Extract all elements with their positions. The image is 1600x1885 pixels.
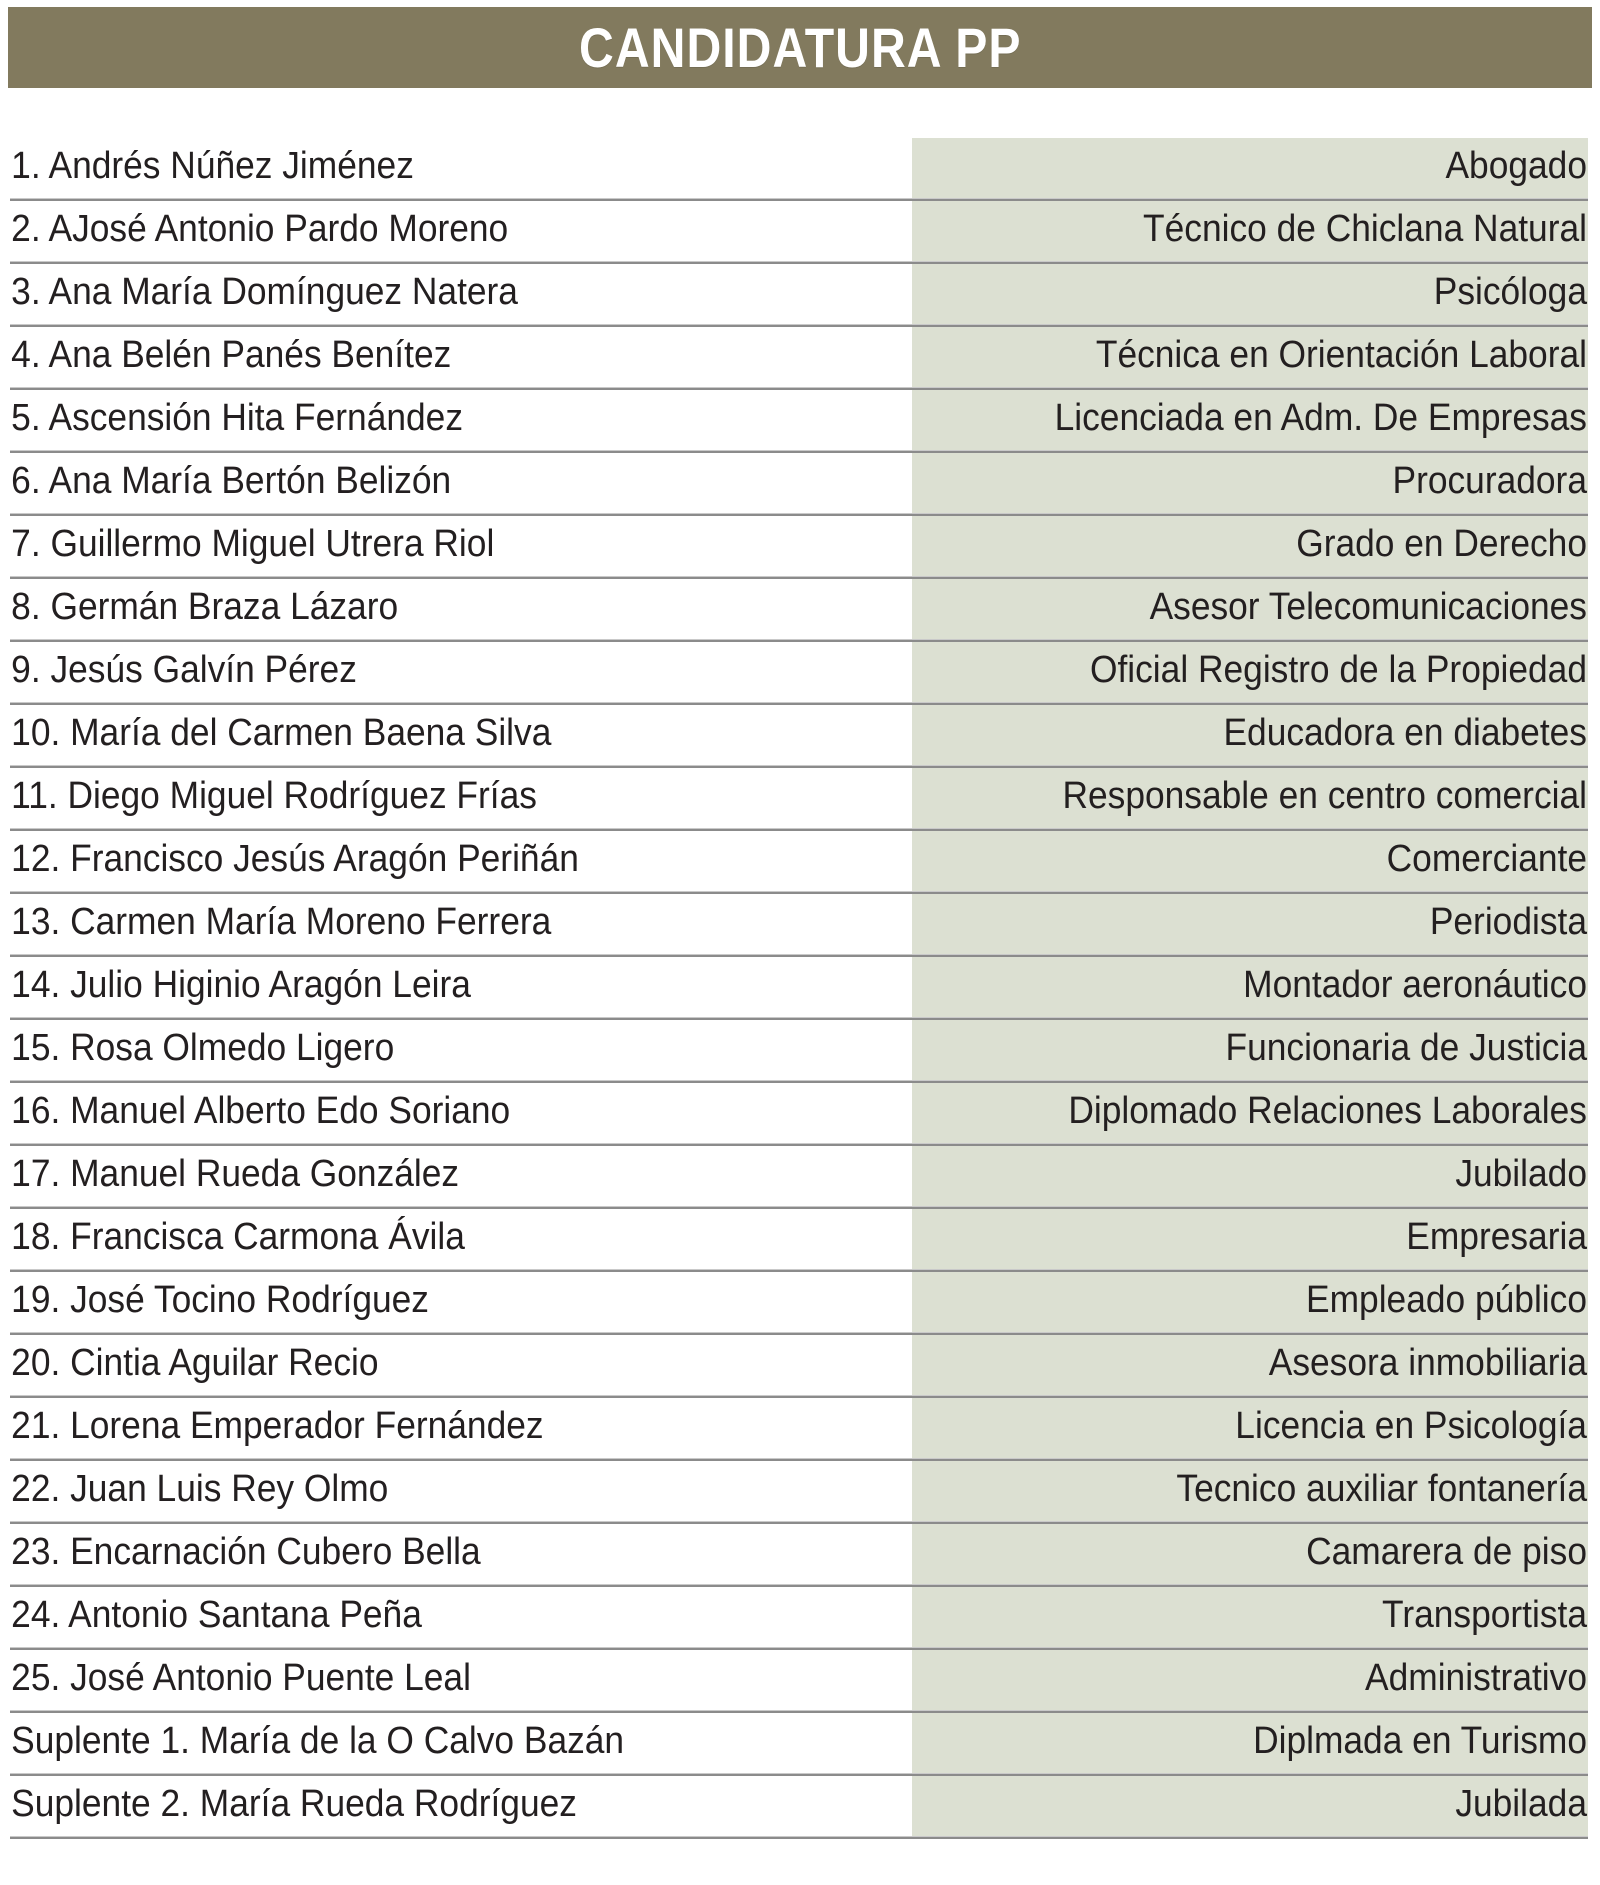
table-row-cells — [0, 768, 1600, 831]
candidate-job-cell: Psicóloga — [1433, 271, 1587, 313]
row-divider — [10, 261, 1588, 264]
table-row — [0, 1587, 1600, 1650]
candidate-name-cell: 2. AJosé Antonio Pardo Moreno — [11, 208, 509, 250]
candidate-name-cell: 12. Francisco Jesús Aragón Periñán — [11, 838, 579, 880]
row-divider — [10, 387, 1588, 390]
candidate-name-cell: 8. Germán Braza Lázaro — [11, 586, 399, 628]
row-divider — [10, 1017, 1588, 1020]
candidate-name-cell: 19. José Tocino Rodríguez — [11, 1279, 429, 1321]
row-divider — [10, 1206, 1588, 1209]
row-divider — [10, 1521, 1588, 1524]
candidate-job-cell: Jubilada — [1455, 1783, 1587, 1825]
row-divider — [10, 450, 1588, 453]
candidate-job-cell: Jubilado — [1455, 1153, 1587, 1195]
table-row-cells — [0, 201, 1600, 264]
candidate-name-cell: 13. Carmen María Moreno Ferrera — [11, 901, 552, 943]
table-row — [0, 1461, 1600, 1524]
table-row — [0, 453, 1600, 516]
candidate-name-cell: 22. Juan Luis Rey Olmo — [11, 1468, 389, 1510]
row-divider — [10, 1458, 1588, 1461]
table-row-cells — [0, 642, 1600, 705]
row-divider — [10, 765, 1588, 768]
table-row-cells — [0, 1335, 1600, 1398]
candidate-name-cell: 10. María del Carmen Baena Silva — [11, 712, 552, 754]
candidate-name-cell: 6. Ana María Bertón Belizón — [11, 460, 452, 502]
row-divider — [10, 1584, 1588, 1587]
row-divider — [10, 1143, 1588, 1146]
row-divider — [10, 954, 1588, 957]
row-divider — [10, 1080, 1588, 1083]
table-row — [0, 1083, 1600, 1146]
row-divider — [10, 513, 1588, 516]
candidate-name-cell: 24. Antonio Santana Peña — [11, 1594, 422, 1636]
candidate-job-cell: Transportista — [1382, 1594, 1587, 1636]
row-divider — [10, 1773, 1588, 1776]
row-divider — [10, 702, 1588, 705]
row-divider — [10, 891, 1588, 894]
table-row — [0, 1020, 1600, 1083]
table-row-cells — [0, 957, 1600, 1020]
table-row-cells — [0, 264, 1600, 327]
candidate-job-cell: Comerciante — [1386, 838, 1587, 880]
row-divider — [10, 1647, 1588, 1650]
candidate-name-cell: 7. Guillermo Miguel Utrera Riol — [11, 523, 495, 565]
candidate-job-cell: Licenciada en Adm. De Empresas — [1054, 397, 1587, 439]
table-row — [0, 138, 1600, 201]
table-row-cells — [0, 1776, 1600, 1839]
candidate-job-cell: Asesora inmobiliaria — [1268, 1342, 1587, 1384]
candidate-job-cell: Periodista — [1429, 901, 1587, 943]
candidate-job-cell: Montador aeronáutico — [1243, 964, 1587, 1006]
table-row — [0, 264, 1600, 327]
table-row-cells — [0, 390, 1600, 453]
table-row-cells — [0, 831, 1600, 894]
candidate-job-cell: Funcionaria de Justicia — [1225, 1027, 1587, 1069]
table-row — [0, 390, 1600, 453]
candidate-name-cell: 15. Rosa Olmedo Ligero — [11, 1027, 395, 1069]
table-row-cells — [0, 1083, 1600, 1146]
row-divider — [10, 324, 1588, 327]
candidate-job-cell: Empresaria — [1406, 1216, 1587, 1258]
table-row — [0, 1146, 1600, 1209]
table-row-cells — [0, 1713, 1600, 1776]
row-divider — [10, 1269, 1588, 1272]
table-row-cells — [0, 1398, 1600, 1461]
candidate-name-cell: 21. Lorena Emperador Fernández — [11, 1405, 544, 1447]
candidate-job-cell: Técnica en Orientación Laboral — [1095, 334, 1587, 376]
candidate-name-cell: 25. José Antonio Puente Leal — [11, 1657, 471, 1699]
candidate-job-cell: Administrativo — [1365, 1657, 1587, 1699]
table-row-cells — [0, 1020, 1600, 1083]
table-row — [0, 579, 1600, 642]
table-row — [0, 957, 1600, 1020]
candidate-job-cell: Tecnico auxiliar fontanería — [1176, 1468, 1587, 1510]
candidate-job-cell: Asesor Telecomunicaciones — [1149, 586, 1587, 628]
candidate-job-cell: Responsable en centro comercial — [1062, 775, 1587, 817]
table-row — [0, 831, 1600, 894]
table-row — [0, 1272, 1600, 1335]
candidate-job-cell: Procuradora — [1392, 460, 1587, 502]
candidate-name-cell: 4. Ana Belén Panés Benítez — [11, 334, 452, 376]
table-row-cells — [0, 1461, 1600, 1524]
candidate-name-cell: 3. Ana María Domínguez Natera — [11, 271, 518, 313]
candidate-job-cell: Licencia en Psicología — [1235, 1405, 1587, 1447]
table-row-cells — [0, 1587, 1600, 1650]
candidate-name-cell: 17. Manuel Rueda González — [11, 1153, 460, 1195]
page-title-bar — [8, 7, 1592, 88]
candidate-job-cell: Camarera de piso — [1306, 1531, 1587, 1573]
candidate-name-cell: 1. Andrés Núñez Jiménez — [11, 145, 414, 187]
table-row — [0, 1524, 1600, 1587]
candidate-table — [0, 138, 1600, 1839]
table-row — [0, 327, 1600, 390]
row-divider — [10, 1395, 1588, 1398]
table-row-cells — [0, 1209, 1600, 1272]
table-row — [0, 768, 1600, 831]
table-row-cells — [0, 894, 1600, 957]
table-row-cells — [0, 1650, 1600, 1713]
table-row — [0, 894, 1600, 957]
table-row-cells — [0, 453, 1600, 516]
table-row — [0, 1650, 1600, 1713]
table-row-cells — [0, 1146, 1600, 1209]
candidate-name-cell: 9. Jesús Galvín Pérez — [11, 649, 357, 691]
table-row-cells — [0, 327, 1600, 390]
table-row — [0, 642, 1600, 705]
candidate-name-cell: 16. Manuel Alberto Edo Soriano — [11, 1090, 511, 1132]
row-divider — [10, 828, 1588, 831]
candidate-job-cell: Técnico de Chiclana Natural — [1143, 208, 1587, 250]
page-title: CANDIDATURA PP — [578, 15, 1022, 79]
table-row — [0, 705, 1600, 768]
table-row — [0, 201, 1600, 264]
table-row-cells — [0, 516, 1600, 579]
candidate-name-cell: 11. Diego Miguel Rodríguez Frías — [11, 775, 537, 817]
candidate-name-cell: Suplente 1. María de la O Calvo Bazán — [11, 1720, 625, 1762]
table-row-cells — [0, 705, 1600, 768]
table-row-cells — [0, 138, 1600, 201]
table-row — [0, 1713, 1600, 1776]
candidate-name-cell: 14. Julio Higinio Aragón Leira — [11, 964, 471, 1006]
table-row-cells — [0, 579, 1600, 642]
candidate-name-cell: 5. Ascensión Hita Fernández — [11, 397, 463, 439]
candidate-name-cell: 20. Cintia Aguilar Recio — [11, 1342, 379, 1384]
table-row-cells — [0, 1272, 1600, 1335]
candidate-job-cell: Diplomado Relaciones Laborales — [1068, 1090, 1587, 1132]
row-divider — [10, 1710, 1588, 1713]
table-row — [0, 1398, 1600, 1461]
candidate-job-cell: Diplmada en Turismo — [1253, 1720, 1587, 1762]
candidate-name-cell: 23. Encarnación Cubero Bella — [11, 1531, 481, 1573]
table-row-cells — [0, 1524, 1600, 1587]
candidate-job-cell: Grado en Derecho — [1296, 523, 1587, 565]
row-divider — [10, 576, 1588, 579]
table-row — [0, 1776, 1600, 1839]
row-divider — [10, 1332, 1588, 1335]
row-divider — [10, 639, 1588, 642]
candidate-job-cell: Educadora en diabetes — [1223, 712, 1587, 754]
candidate-job-cell: Abogado — [1445, 145, 1587, 187]
candidate-name-cell: Suplente 2. María Rueda Rodríguez — [11, 1783, 577, 1825]
table-row — [0, 1209, 1600, 1272]
candidate-name-cell: 18. Francisca Carmona Ávila — [11, 1216, 465, 1258]
table-row — [0, 516, 1600, 579]
candidate-job-cell: Empleado público — [1306, 1279, 1587, 1321]
row-divider — [10, 1836, 1588, 1839]
candidate-job-cell: Oficial Registro de la Propiedad — [1089, 649, 1587, 691]
table-row — [0, 1335, 1600, 1398]
row-divider — [10, 198, 1588, 201]
